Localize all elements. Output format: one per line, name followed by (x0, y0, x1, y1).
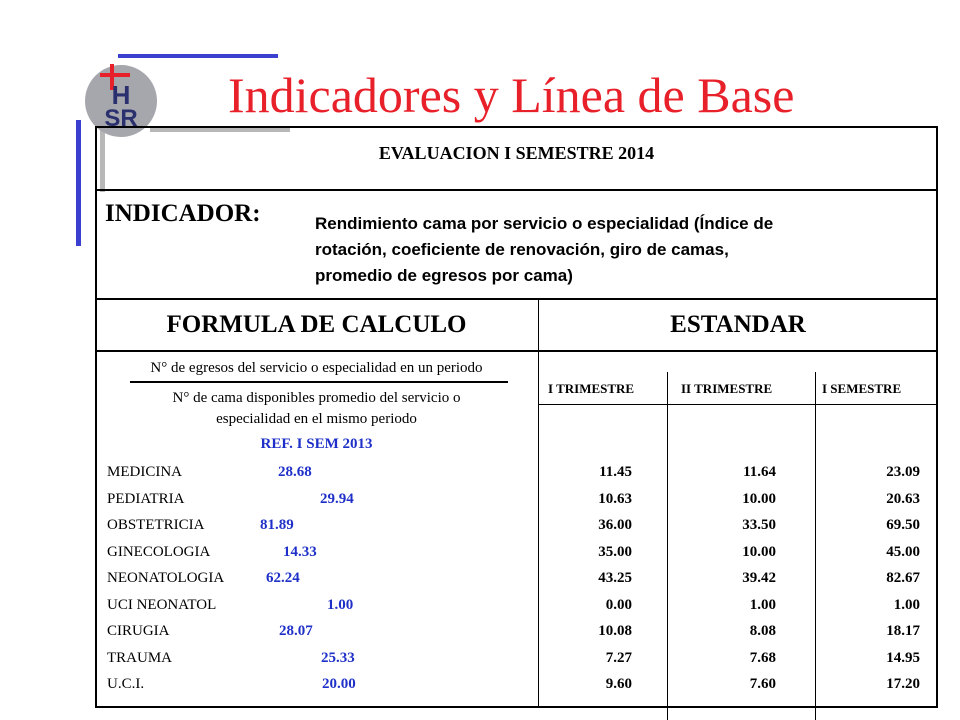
value-t2: 33.50 (742, 517, 776, 533)
value-t1: 11.45 (599, 464, 632, 480)
value-t1: 35.00 (598, 543, 632, 560)
col-divider-1 (667, 372, 668, 720)
logo-letters-top: H (111, 80, 131, 110)
service-reference-value: 29.94 (320, 490, 354, 507)
col-divider-2 (815, 372, 816, 720)
column-header-trimestre-1: I TRIMESTRE (548, 381, 635, 396)
row-divider-indicator (95, 298, 938, 300)
value-t2: 8.08 (749, 623, 776, 639)
page-title: Indicadores y Línea de Base (228, 67, 795, 123)
row-divider-headers (95, 350, 938, 352)
formula-fraction-line (130, 381, 508, 383)
value-t2: 10.00 (742, 490, 776, 507)
value-sem: 82.67 (886, 570, 920, 586)
value-t1: 43.25 (598, 570, 632, 586)
value-t2: 10.00 (742, 543, 776, 560)
service-reference-value: 25.33 (321, 649, 355, 666)
value-sem: 17.20 (886, 676, 920, 692)
indicator-label: INDICADOR: (105, 200, 261, 227)
service-reference-value: 62.24 (266, 570, 300, 586)
service-reference-value: 28.68 (278, 464, 312, 480)
reference-label: REF. I SEM 2013 (260, 436, 373, 452)
value-sem: 14.95 (886, 649, 920, 666)
header-standard: ESTANDAR (670, 311, 806, 338)
service-name: PEDIATRIA (107, 490, 185, 507)
value-t1: 10.63 (598, 490, 632, 507)
col-divider-main (538, 298, 539, 708)
service-name: MEDICINA (107, 464, 182, 480)
service-name: NEONATOLOGIA (107, 570, 225, 586)
formula-denominator-line-1: N° de cama disponibles promedio del servicio o (172, 390, 461, 406)
service-reference-value: 28.07 (279, 623, 313, 639)
subheader-line (538, 404, 938, 405)
indicator-line-1: Rendimiento cama por servicio o especialidad (Índice de (315, 214, 774, 233)
service-reference-value: 1.00 (327, 596, 354, 613)
indicator-line-3: promedio de egresos por cama) (315, 266, 573, 285)
column-header-trimestre-2: II TRIMESTRE (681, 381, 773, 396)
value-t1: 10.08 (598, 623, 632, 639)
value-sem: 20.63 (886, 490, 920, 507)
service-reference-value: 20.00 (322, 676, 356, 692)
value-t2: 7.68 (749, 649, 776, 666)
indicator-description (315, 211, 773, 289)
service-reference-value: 81.89 (260, 517, 294, 533)
value-sem: 69.50 (886, 517, 920, 533)
value-t2: 11.64 (743, 464, 776, 480)
service-name: TRAUMA (107, 649, 173, 666)
header-formula: FORMULA DE CALCULO (166, 311, 467, 338)
formula-denominator (95, 388, 538, 430)
service-name: U.C.I. (107, 676, 145, 692)
value-t2: 7.60 (749, 676, 776, 692)
value-t1: 0.00 (605, 596, 632, 613)
service-name: OBSTETRICIA (107, 517, 205, 533)
value-t2: 39.42 (742, 570, 776, 586)
formula-denominator-line-2: especialidad en el mismo periodo (216, 411, 417, 427)
value-sem: 1.00 (893, 596, 920, 613)
service-reference-value: 14.33 (283, 543, 317, 560)
indicator-line-2: rotación, coeficiente de renovación, giro de camas, (315, 240, 729, 259)
formula-numerator: N° de egresos del servicio o especialidad en un periodo (150, 360, 483, 376)
value-sem: 18.17 (886, 623, 920, 639)
row-divider-eval (95, 189, 938, 191)
value-t1: 7.27 (605, 649, 632, 666)
value-sem: 45.00 (886, 543, 920, 560)
service-name: CIRUGIA (107, 623, 170, 639)
value-t1: 36.00 (598, 517, 632, 533)
logo-letters-bottom: SR (104, 105, 138, 132)
value-sem: 23.09 (886, 464, 920, 480)
evaluation-title: EVALUACION I SEMESTRE 2014 (378, 143, 655, 163)
service-name: UCI NEONATOL (107, 596, 217, 613)
value-t2: 1.00 (749, 596, 776, 613)
service-name: GINECOLOGIA (107, 543, 211, 560)
value-t1: 9.60 (605, 676, 632, 692)
column-header-semestre: I SEMESTRE (822, 381, 902, 396)
